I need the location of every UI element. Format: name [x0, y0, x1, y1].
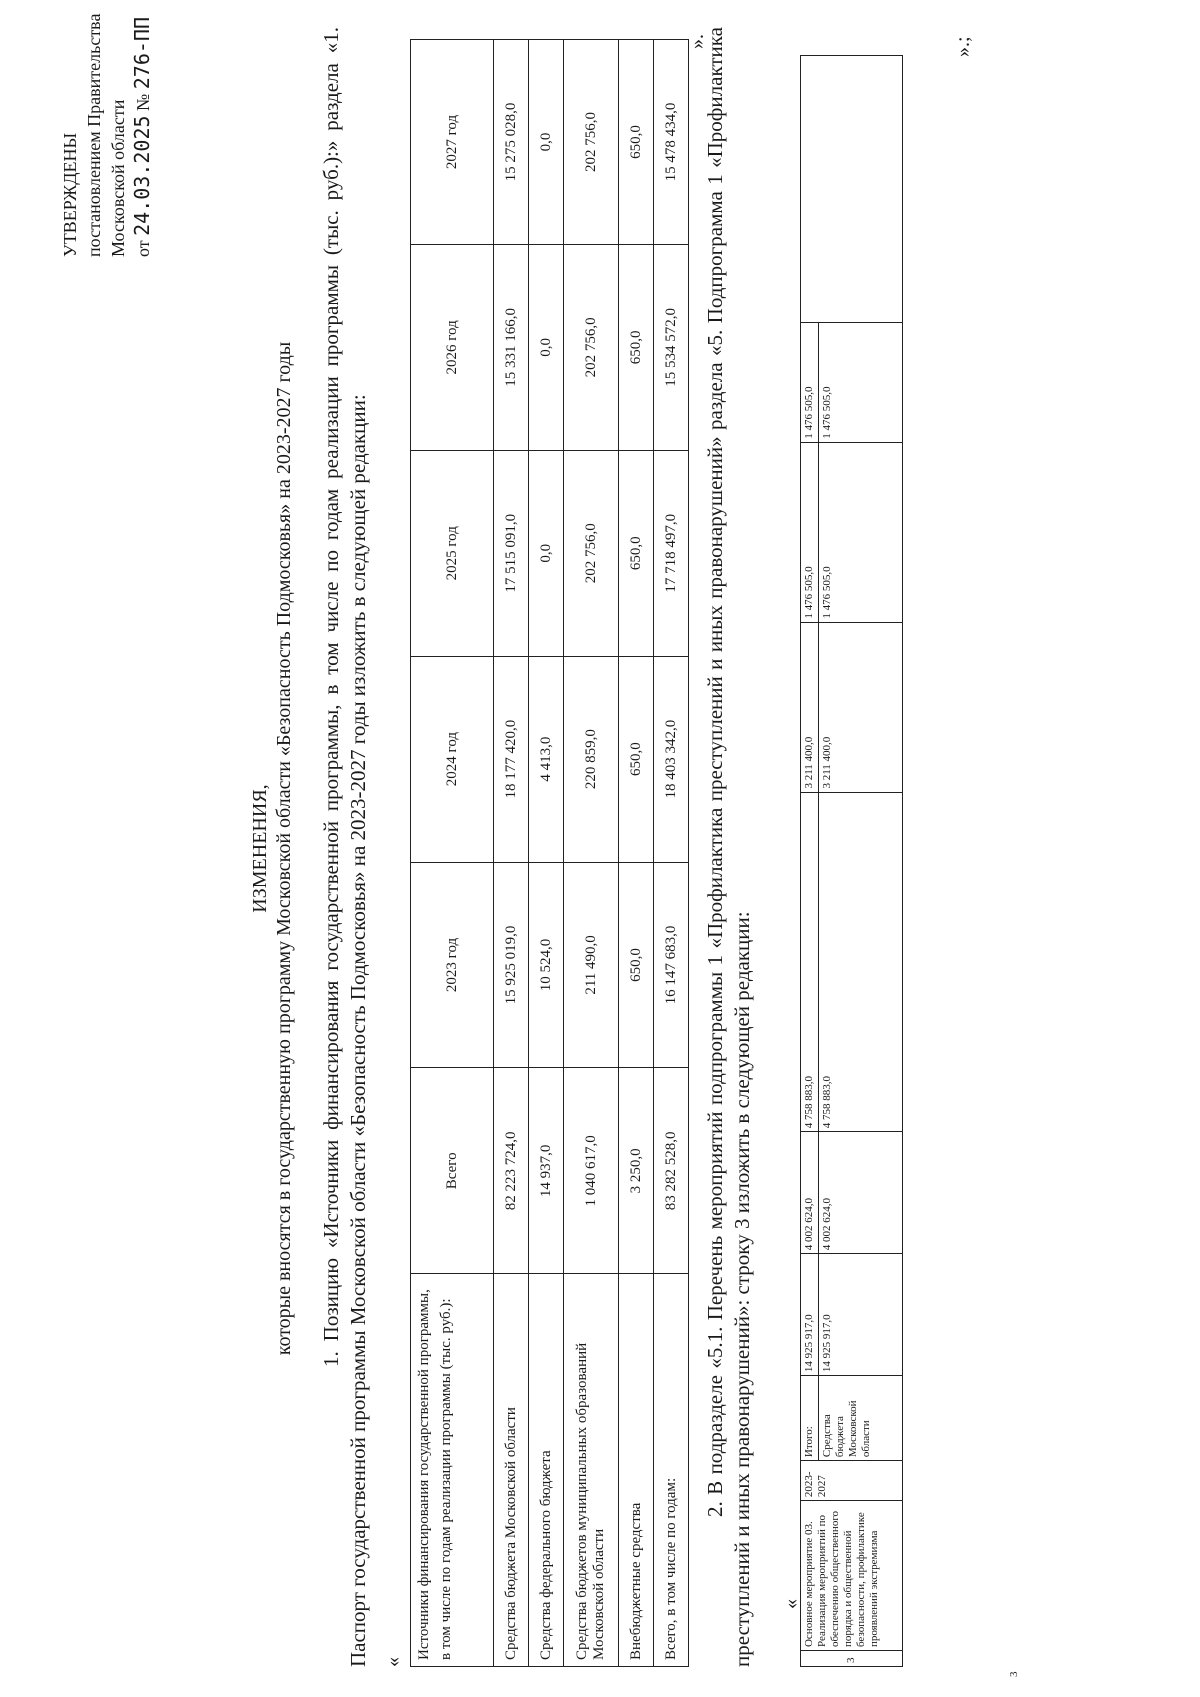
cell-2027: 650,0: [619, 40, 654, 245]
cell-2027: 202 756,0: [564, 40, 619, 245]
approval-title: УТВЕРЖДЕНЫ: [60, 132, 80, 257]
row-number: 3: [801, 1651, 903, 1667]
approval-line-3: Московской области: [108, 99, 128, 257]
item-2-open-quote: «: [780, 1599, 802, 1609]
row-label: Внебюджетные средства: [619, 1274, 654, 1667]
cell-2025: 3 211 400,0: [819, 622, 903, 792]
header-2024: 2024 год: [411, 656, 494, 862]
cell-2026: 15 331 166,0: [494, 244, 529, 450]
responsible-cell: [801, 56, 903, 323]
cell-total: 14 937,0: [529, 1068, 564, 1274]
activity-period: 2023-2027: [801, 1461, 903, 1501]
cell-2025: 17 515 091,0: [494, 450, 529, 656]
cell-2026: 202 756,0: [564, 244, 619, 450]
cell-total: 83 282 528,0: [654, 1068, 689, 1274]
page-marker: 3: [1008, 1671, 1020, 1677]
cell-2023: 211 490,0: [564, 862, 619, 1068]
cell-2024: 4 413,0: [529, 656, 564, 862]
cell-2026: 15 534 572,0: [654, 244, 689, 450]
row-label: Средства бюджета Московской области: [819, 1376, 903, 1461]
item-1-open-quote: «: [382, 1657, 404, 1667]
row-label: Средства федерального бюджета: [529, 1274, 564, 1667]
cell-2025: 0,0: [529, 450, 564, 656]
item-1-close-quote: ».: [686, 34, 708, 49]
cell-2027: 1 476 505,0: [801, 322, 819, 442]
cell-2024: 650,0: [619, 656, 654, 862]
cell-2027: 15 478 434,0: [654, 40, 689, 245]
row-label: Итого:: [801, 1376, 819, 1461]
cell-2023: 16 147 683,0: [654, 862, 689, 1068]
cell-2025: 202 756,0: [564, 450, 619, 656]
cell-total: 82 223 724,0: [494, 1068, 529, 1274]
table-row: [564, 40, 619, 1667]
approval-date: 24.03.2025: [130, 115, 154, 236]
table-row: [654, 40, 689, 1667]
cell-2027: 15 275 028,0: [494, 40, 529, 245]
approval-number: 276-ПП: [130, 17, 154, 90]
header-2025: 2025 год: [411, 450, 494, 656]
table-row: [494, 40, 529, 1667]
cell-2025: 650,0: [619, 450, 654, 656]
header-source: Источники финансирования государственной программы, в том числе по годам реализации программы (тыс. руб.):: [411, 1274, 494, 1667]
cell-2025: 17 718 497,0: [654, 450, 689, 656]
row-label: Всего, в том числе по годам:: [654, 1274, 689, 1667]
cell-2026: 650,0: [619, 244, 654, 450]
header-total: Всего: [411, 1068, 494, 1274]
cell-total: 14 925 917,0: [801, 1254, 819, 1376]
document-subtitle: которые вносятся в государственную программу Московской области «Безопасность Подмосковья» на 2023-2027 годы: [273, 341, 295, 1356]
approval-from: от: [133, 240, 153, 257]
table-row: [529, 40, 564, 1667]
cell-total: 3 250,0: [619, 1068, 654, 1274]
cell-total: 14 925 917,0: [819, 1254, 903, 1376]
cell-2023: 4 002 624,0: [819, 1132, 903, 1254]
finance-table: [410, 39, 689, 1667]
cell-2024: 4 758 883,0: [819, 792, 903, 1132]
item-2-text: 2. В подразделе «5.1. Перечень мероприятий подпрограммы 1 «Профилактика преступлений и иных правонарушений» раздела «5. Подпрограмма 1 «Профилактика преступлений и иных правонарушений»: строку 3 изложить в следующей редакции:: [703, 27, 754, 1667]
cell-total: 1 040 617,0: [564, 1068, 619, 1274]
cell-2024: 18 403 342,0: [654, 656, 689, 862]
cell-2026: 0,0: [529, 244, 564, 450]
approval-block: [58, 12, 155, 257]
document-title: ИЗМЕНЕНИЯ,: [249, 784, 271, 913]
item-2-close-quote: ».;: [952, 36, 974, 57]
approval-number-sign: №: [133, 93, 153, 111]
cell-2023: 10 524,0: [529, 862, 564, 1068]
cell-2024: 18 177 420,0: [494, 656, 529, 862]
cell-2026: 1 476 505,0: [801, 442, 819, 622]
cell-2026: 1 476 505,0: [819, 442, 903, 622]
table-row: [619, 40, 654, 1667]
row-label: Средства бюджетов муниципальных образований Московской области: [564, 1274, 619, 1667]
row-label: Средства бюджета Московской области: [494, 1274, 529, 1667]
cell-2025: 3 211 400,0: [801, 622, 819, 792]
cell-2027: 1 476 505,0: [819, 322, 903, 442]
item-1-text: 1. Позицию «Источники финансирования государственной программы, в том числе по годам реализации программы (тыс. руб.):» раздела «1. Паспорт государственной программы Московской области «Безопасность Подмосковья» на 2023-2027 годы изложить в следующей редакции:: [319, 27, 370, 1667]
approval-line-2: постановлением Правительства: [84, 13, 104, 257]
activity-description: Основное мероприятие 03. Реализация мероприятий по обеспечению общественного порядка и общественной безопасности, профилактике проявлений экстремизма: [801, 1501, 903, 1651]
cell-2023: 650,0: [619, 862, 654, 1068]
cell-2023: 15 925 019,0: [494, 862, 529, 1068]
header-2026: 2026 год: [411, 244, 494, 450]
activity-table: [800, 55, 903, 1667]
header-2023: 2023 год: [411, 862, 494, 1068]
header-2027: 2027 год: [411, 40, 494, 245]
cell-2024: 4 758 883,0: [801, 792, 819, 1132]
approval-line-4: [130, 12, 155, 257]
cell-2024: 220 859,0: [564, 656, 619, 862]
activity-row-total: [801, 56, 819, 1667]
cell-2023: 4 002 624,0: [801, 1132, 819, 1254]
finance-table-header: [411, 40, 494, 1667]
cell-2027: 0,0: [529, 40, 564, 245]
